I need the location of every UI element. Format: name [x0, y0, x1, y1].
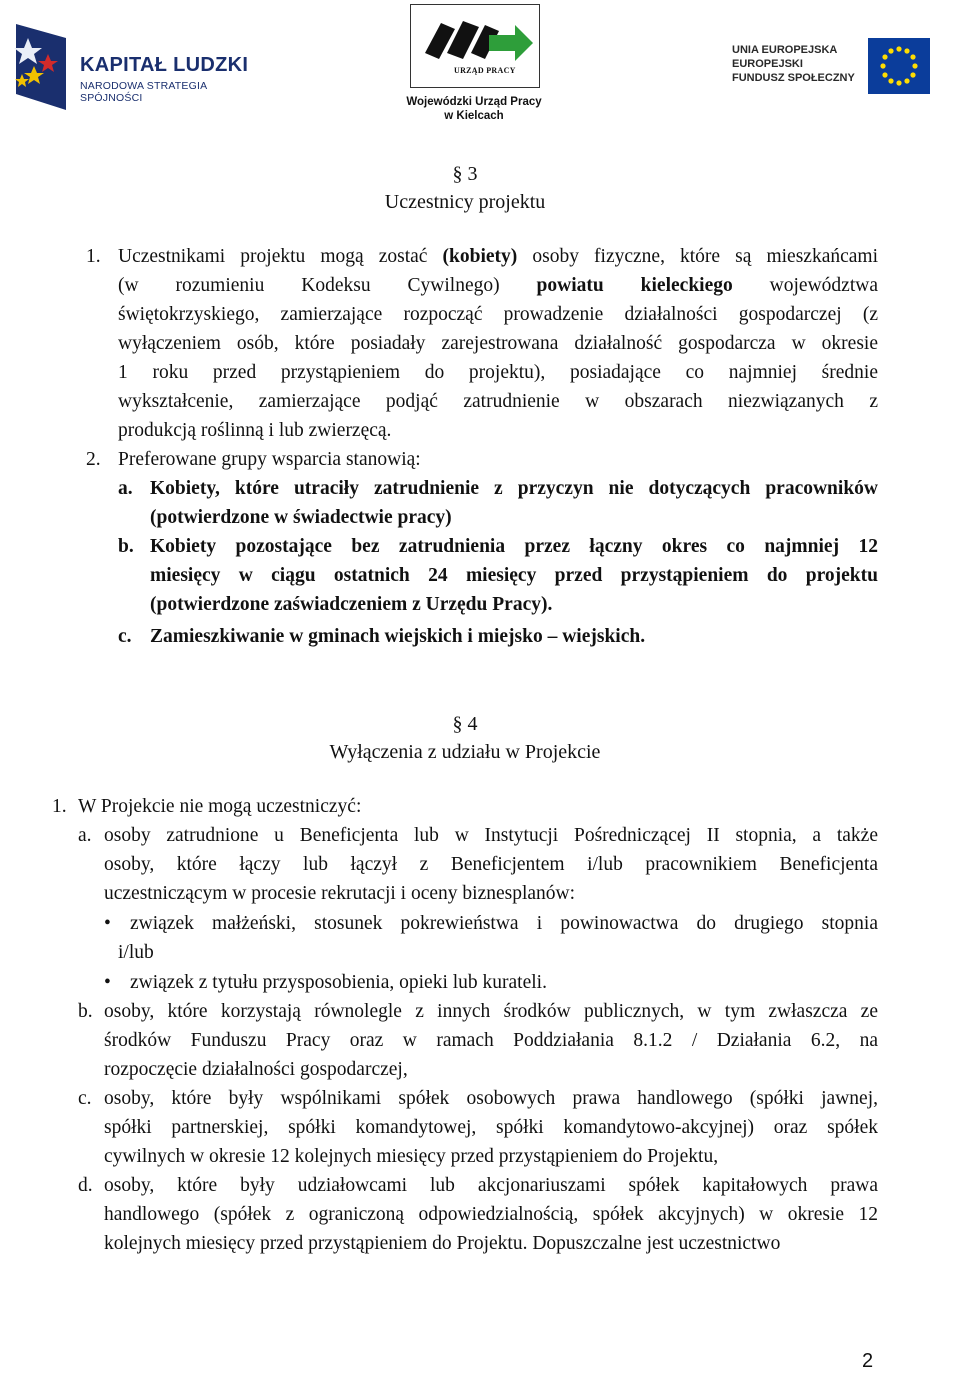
- page-number: 2: [862, 1350, 874, 1372]
- s3-p1-l2-bold: powiatu kieleckiego: [536, 275, 733, 296]
- s3-p2-b-line1: Kobiety pozostające bez zatrudnienia przez łączny okres co najmniej 12: [150, 536, 878, 557]
- s3-p2-b-line2: miesięcy w ciągu ostatnich 24 miesięcy przed przystąpieniem do projektu: [150, 565, 878, 586]
- section-3-number-value: 3: [467, 163, 478, 185]
- s3-p1-l2-c: województwa: [732, 275, 878, 296]
- s3-p2-c-line1: Zamieszkiwanie w gminach wiejskich i miejsko – wiejskich.: [150, 626, 646, 647]
- section-3-title: Uczestnicy projektu: [384, 191, 546, 213]
- eu-line3: FUNDUSZ SPOŁECZNY: [732, 72, 855, 84]
- s3-p1-line4: wyłączeniem osób, które posiadały zarejestrowana działalność gospodarcza w okresie: [118, 333, 878, 354]
- s4-p1-c-line1: osoby, które były wspólnikami spółek osobowych prawa handlowego (spółki jawnej,: [104, 1088, 878, 1109]
- section-sign-icon: [453, 163, 463, 185]
- urzad-pracy-logo: [398, 2, 562, 126]
- s4-p1-b-line1: osoby, które korzystają równolegle z innych środków publicznych, w tym zwłaszcza ze: [104, 1001, 878, 1022]
- eu-social-fund-logo: [722, 38, 934, 96]
- s3-p2-c-label: c.: [118, 626, 132, 647]
- urzad-pracy-emblem-frame: [410, 4, 540, 88]
- s3-p2-b-line3: (potwierdzone zaświadczeniem z Urzędu Pracy).: [150, 594, 553, 615]
- s4-p1-text: W Projekcie nie mogą uczestniczyć:: [78, 796, 362, 817]
- urzad-pracy-stamp: URZĄD PRACY: [454, 66, 516, 75]
- s4-bullet1-line1: związek małżeński, stosunek pokrewieństwa i powinowactwa do drugiego stopnia: [130, 913, 878, 934]
- eu-flag-icon: [868, 38, 930, 94]
- s4-p1-b-line3: rozpoczęcie działalności gospodarczej,: [104, 1059, 408, 1080]
- s4-bullet2: związek z tytułu przysposobienia, opieki lub kurateli.: [130, 972, 547, 993]
- s3-p2-b-label: b.: [118, 536, 134, 557]
- s3-p1-line6: wykształcenie, zamierzające podjąć zatrudnienie w obszarach niezwiązanych z: [118, 391, 878, 412]
- s3-p2-a-line2: (potwierdzone w świadectwie pracy): [150, 507, 452, 528]
- section-4-number-value: 4: [467, 713, 478, 735]
- s3-p1-line5: 1 roku przed przystąpieniem do projektu), posiadające co najmniej średnie: [118, 362, 878, 383]
- s3-p1-l2-a: (w rozumieniu Kodeksu Cywilnego): [118, 275, 537, 296]
- s4-p1-c-line3: cywilnych w okresie 12 kolejnych miesięcy przed przystąpieniem do Projektu,: [104, 1146, 719, 1167]
- eu-line2: EUROPEJSKI: [732, 58, 803, 70]
- s3-p1-l1-a: Uczestnikami projektu mogą zostać: [118, 246, 443, 267]
- eu-social-fund-text: [732, 43, 855, 85]
- kapital-ludzki-title: KAPITAŁ LUDZKI: [80, 54, 249, 76]
- s4-p1-c-label: c.: [78, 1088, 92, 1109]
- urzad-pracy-caption-line1: Wojewódzki Urząd Pracy: [406, 96, 542, 108]
- s4-bullet1-line2: i/lub: [118, 942, 154, 963]
- section-4-number: [0, 712, 930, 736]
- s3-p2-a-line1: Kobiety, które utraciły zatrudnienie z przyczyn nie dotyczących pracowników: [150, 478, 878, 499]
- s3-p1-line3: świętokrzyskiego, zamierzające rozpocząć prowadzenie działalności gospodarczej (z: [118, 304, 878, 325]
- s4-p1-d-line1: osoby, które były udziałowcami lub akcjonariuszami spółek kapitałowych prawa: [104, 1175, 878, 1196]
- s3-p2-number: 2.: [86, 449, 101, 470]
- section-3-number: [0, 162, 930, 186]
- urzad-pracy-arrow-icon: [411, 9, 539, 69]
- s3-p1-l1-c: osoby fizyczne, które są mieszkańcami: [517, 246, 879, 267]
- eu-line1: UNIA EUROPEJSKA: [732, 44, 838, 56]
- s4-p1-number: 1.: [52, 796, 67, 817]
- bullet-icon: •: [104, 913, 111, 934]
- s4-p1-b-line2: środków Funduszu Pracy oraz w ramach Poddziałania 8.1.2 / Działania 6.2, na: [104, 1030, 878, 1051]
- s3-p1-line2: [118, 274, 878, 298]
- kapital-ludzki-subtitle: NARODOWA STRATEGIA SPÓJNOŚCI: [80, 80, 207, 104]
- s3-p1-l1-bold: (kobiety): [442, 246, 518, 267]
- section-sign-icon: [453, 713, 463, 735]
- s3-p1-line7: produkcją roślinną i lub zwierzęcą.: [118, 420, 392, 441]
- bullet-icon: •: [104, 972, 111, 993]
- s3-p1-line1: [118, 245, 878, 269]
- s4-p1-a-label: a.: [78, 825, 92, 846]
- section-4-title: Wyłączenia z udziału w Projekcie: [329, 741, 601, 763]
- kapital-ludzki-emblem-icon: [8, 24, 70, 110]
- s3-p2-a-label: a.: [118, 478, 133, 499]
- s4-p1-d-line3: kolejnych miesięcy przed przystąpieniem do Projektu. Dopuszczalne jest uczestnictwo: [104, 1233, 781, 1254]
- s4-p1-c-line2: spółki partnerskiej, spółki komandytowej, spółki komandytowo-akcyjnej) oraz spółek: [104, 1117, 878, 1138]
- s4-p1-b-label: b.: [78, 1001, 93, 1022]
- s3-p2-text: Preferowane grupy wsparcia stanowią:: [118, 449, 421, 470]
- s4-p1-a-line3: uczestniczącym w procesie rekrutacji i oceny biznesplanów:: [104, 883, 576, 904]
- urzad-pracy-caption-line2: w Kielcach: [444, 110, 504, 122]
- header-logos: [0, 0, 960, 130]
- kapital-ludzki-logo: [8, 24, 268, 110]
- s4-p1-d-label: d.: [78, 1175, 93, 1196]
- urzad-pracy-caption: [398, 95, 550, 123]
- s4-p1-a-line1: osoby zatrudnione u Beneficjenta lub w Instytucji Pośredniczącej II stopnia, a także: [104, 825, 878, 846]
- s4-p1-a-line2: osoby, które łączy lub łączył z Beneficjentem i/lub pracownikiem Beneficjenta: [104, 854, 878, 875]
- s3-p1-number: 1.: [86, 246, 101, 267]
- s4-p1-d-line2: handlowego (spółek z ograniczoną odpowiedzialnością, spółek akcyjnych) w okresie 12: [104, 1204, 878, 1225]
